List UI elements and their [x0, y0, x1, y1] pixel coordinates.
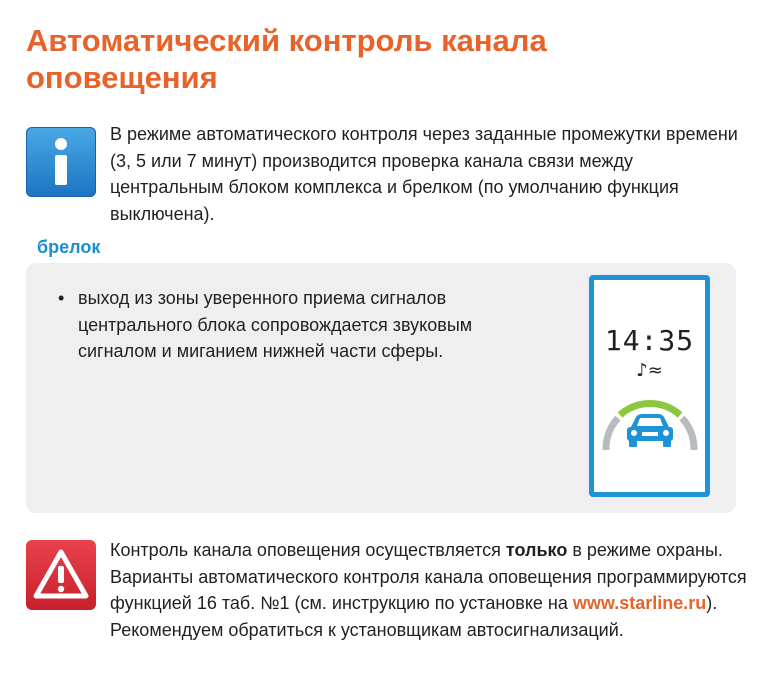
warning-text-part: ). Рекомендуем обратиться к установщикам автосигнализаций. [110, 593, 718, 640]
car-icon [627, 414, 673, 447]
bullet-list [58, 285, 508, 365]
list-item [58, 285, 508, 365]
page-title: Автоматический контроль канала оповещения [26, 23, 547, 95]
car-signal-icon [598, 385, 702, 465]
warning-text-part: в режиме охраны. Варианты автоматического контроля канала оповещения программируются функцией 16 таб. №1 (см. инструкцию по установке на [110, 540, 747, 613]
keyfob-display [589, 275, 710, 497]
display-time: 14:35 [604, 324, 695, 357]
warning-text [110, 537, 760, 643]
warning-bold-word: только [505, 540, 568, 560]
info-icon [26, 127, 96, 197]
bullet-text: выход из зоны уверенного приема сигналов центрального блока сопровождается звуковым сигналом и миганием нижней части сферы. [78, 288, 473, 361]
section-label: брелок [37, 237, 101, 257]
music-note-icon: ♪≈ [636, 360, 663, 381]
warning-icon [26, 540, 96, 610]
bullet-icon: • [58, 288, 65, 308]
warning-text-part: Контроль канала оповещения осуществляется [110, 540, 506, 560]
starline-link[interactable]: www.starline.ru [572, 593, 707, 613]
intro-text: В режиме автоматического контроля через заданные промежутки времени (3, 5 или 7 минут) производится проверка канала связи между центральным блоком комплекса и брелком (по умолчанию функция выключена). [110, 124, 738, 224]
